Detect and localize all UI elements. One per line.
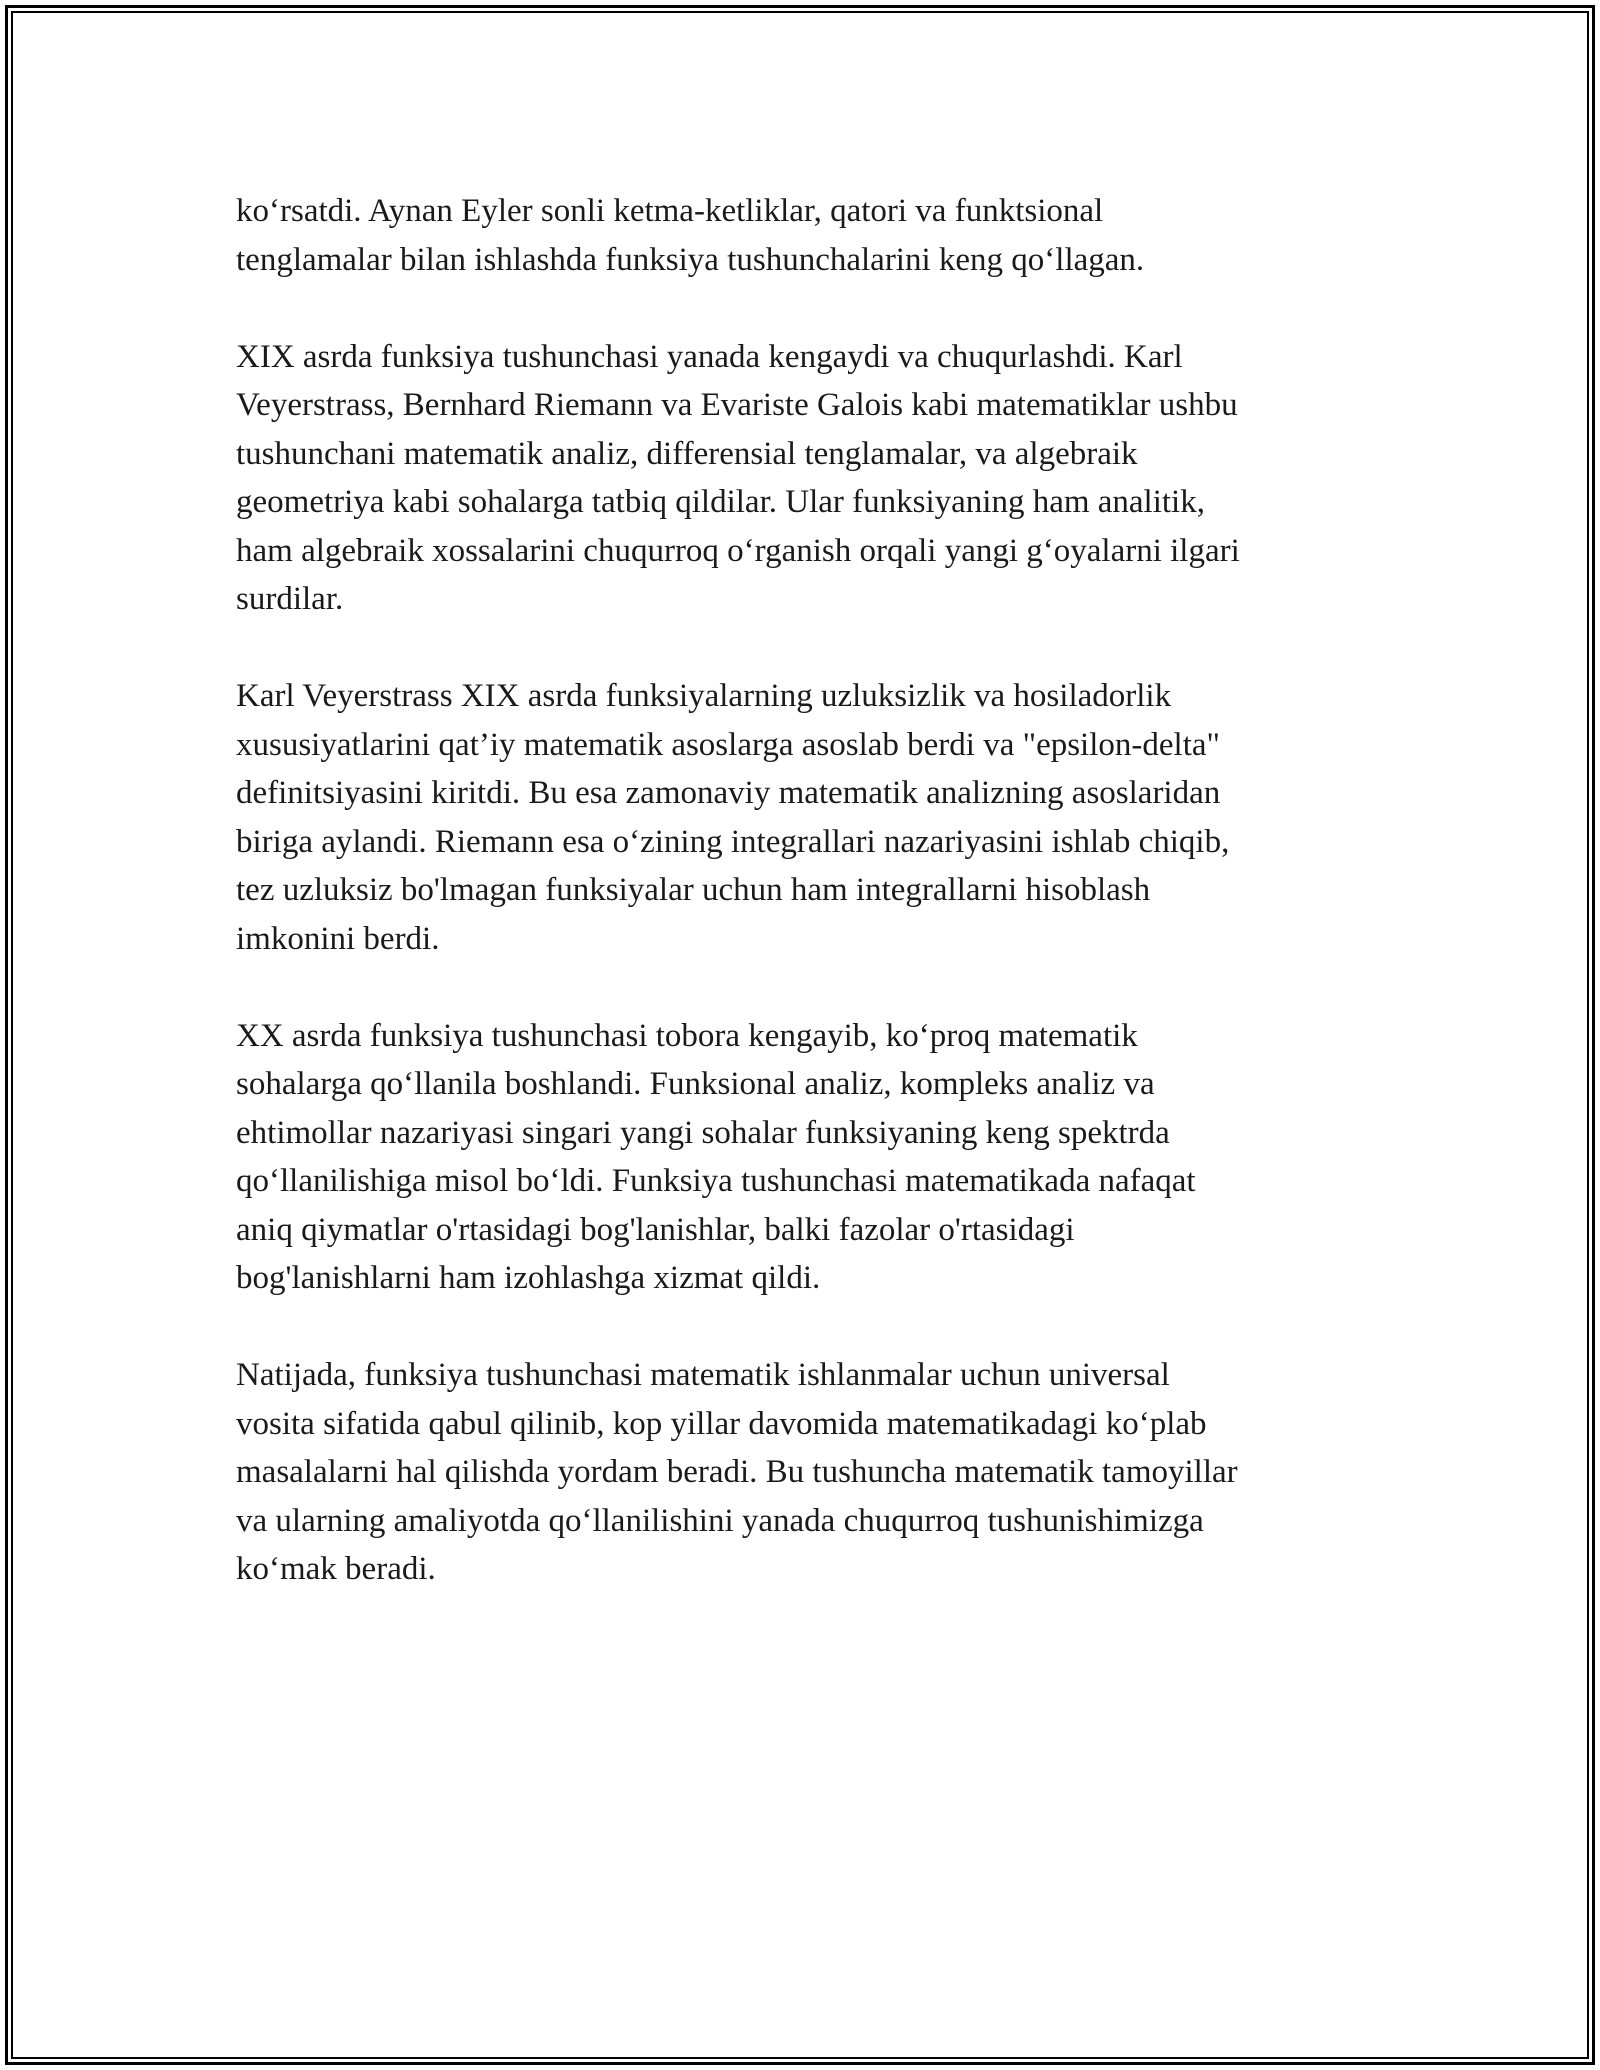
text-line: imkonini berdi. [236, 920, 440, 957]
text-line: tushunchani matematik analiz, differensial tenglamalar, va algebraik [236, 435, 1138, 472]
text-line: ko‘mak beradi. [236, 1551, 436, 1587]
text-line: vosita sifatida qabul qilinib, kop yillar davomida matematikadagi ko‘plab [236, 1405, 1207, 1442]
text-line: va ularning amaliyotda qo‘llanilishini yanada chuqurroq tushunishimizga [236, 1502, 1204, 1539]
text-line: Veyerstrass, Bernhard Riemann va Evariste Galois kabi matematiklar ushbu [236, 387, 1238, 423]
paragraph-3 [236, 672, 1376, 963]
text-line: Karl Veyerstrass XIX asrda funksiyalarning uzluksizlik va hosiladorlik [236, 678, 1172, 714]
text-line: tenglamalar bilan ishlashda funksiya tushunchalarini keng qo‘llagan. [236, 241, 1145, 278]
paragraph-1 [236, 187, 1376, 284]
paragraph-4 [236, 1012, 1376, 1303]
text-line: Natijada, funksiya tushunchasi matematik ishlanmalar uchun universal [236, 1357, 1170, 1393]
text-line: tez uzluksiz bo'lmagan funksiyalar uchun ham integrallarni hisoblash [236, 872, 1151, 908]
text-line: ko‘rsatdi. Aynan Eyler sonli ketma-ketliklar, qatori va funktsional [236, 193, 1104, 229]
text-line: sohalarga qo‘llanila boshlandi. Funksional analiz, kompleks analiz va [236, 1066, 1155, 1102]
text-line: biriga aylandi. Riemann esa o‘zining integrallari nazariyasini ishlab chiqib, [236, 823, 1230, 860]
text-line: masalalarni hal qilishda yordam beradi. Bu tushuncha matematik tamoyillar [236, 1454, 1238, 1490]
document-body [236, 187, 1376, 1642]
paragraph-2 [236, 333, 1376, 624]
paragraph-5 [236, 1351, 1376, 1594]
text-line: geometriya kabi sohalarga tatbiq qildilar. Ular funksiyaning ham analitik, [236, 484, 1205, 520]
text-line: definitsiyasini kiritdi. Bu esa zamonaviy matematik analizning asoslaridan [236, 775, 1221, 811]
text-line: aniq qiymatlar o'rtasidagi bog'lanishlar, balki fazolar o'rtasidagi [236, 1211, 1075, 1248]
text-line: bog'lanishlarni ham izohlashga xizmat qildi. [236, 1260, 821, 1296]
text-line: xususiyatlarini qat’iy matematik asoslarga asoslab berdi va "epsilon-delta" [236, 726, 1220, 763]
text-line: ham algebraik xossalarini chuqurroq o‘rganish orqali yangi g‘oyalarni ilgari [236, 532, 1240, 569]
text-line: surdilar. [236, 581, 344, 617]
text-line: XX asrda funksiya tushunchasi tobora kengayib, ko‘proq matematik [236, 1017, 1138, 1054]
text-line: XIX asrda funksiya tushunchasi yanada kengaydi va chuqurlashdi. Karl [236, 338, 1183, 375]
text-line: qo‘llanilishiga misol bo‘ldi. Funksiya tushunchasi matematikada nafaqat [236, 1163, 1196, 1199]
text-line: ehtimollar nazariyasi singari yangi sohalar funksiyaning keng spektrda [236, 1114, 1170, 1151]
